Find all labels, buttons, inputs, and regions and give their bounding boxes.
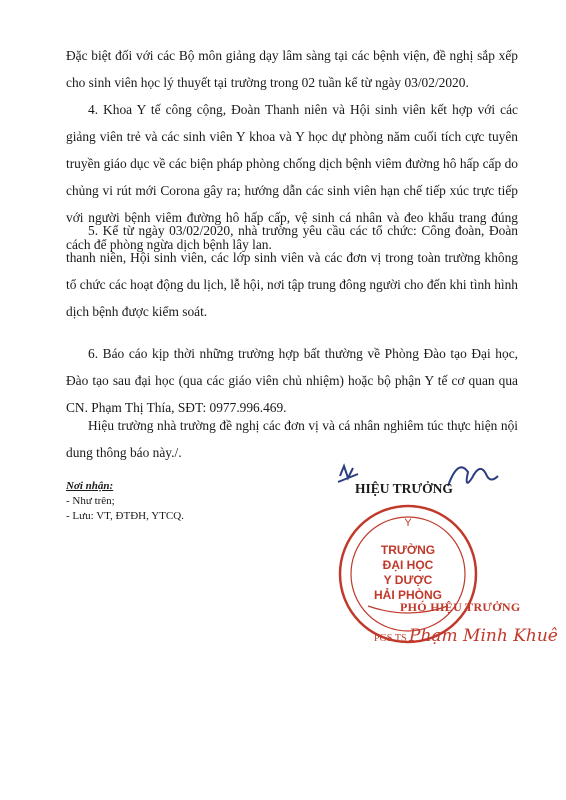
recipients-block	[66, 479, 184, 524]
paragraph-item-6: 6. Báo cáo kịp thời những trường hợp bất thường về Phòng Đào tạo Đại học, Đào tạo sau đại học (qua các giáo viên chủ nhiệm) hoặc bộ phận Y tế cơ quan qua CN. Phạm Thị Thía, SĐT: 0977.996.469.	[66, 346, 518, 415]
signer-name	[374, 626, 558, 646]
svg-text:HẢI PHÒNG: HẢI PHÒNG	[373, 588, 443, 602]
paragraph-item-4: 4. Khoa Y tế công cộng, Đoàn Thanh niên và Hội sinh viên kết hợp với các giảng viên trẻ và các sinh viên Y khoa và Y học dự phòng năm cuối tích cực tuyên truyền giáo dục về các biện pháp phòng chống dịch bệnh viêm đường hô hấp cấp do chủng vi rút mới Corona gây ra; hướng dẫn các sinh viên hạn chế tiếp xúc trực tiếp với người bệnh viêm đường hô hấp cấp, vệ sinh cá nhân và đeo khẩu trang đúng cách để phòng ngừa dịch bệnh lây lan.	[66, 102, 518, 252]
paragraph-item-5: 5. Kể từ ngày 03/02/2020, nhà trường yêu cầu các tổ chức: Công đoàn, Đoàn thanh niên, Hội sinh viên, các lớp sinh viên và các đơn vị trong toàn trường không tổ chức các hoạt động du lịch, lễ hội, nơi tập trung đông người cho đến khi tình hình dịch bệnh được kiểm soát.	[66, 223, 518, 319]
signature-title: HIỆU TRƯỞNG	[355, 481, 453, 496]
deputy-title: PHÓ HIỆU TRƯỞNG	[400, 600, 521, 614]
recipient-item: - Như trên;	[66, 495, 115, 507]
svg-text:Y DƯỢC: Y DƯỢC	[383, 573, 433, 587]
svg-text:ĐẠI HỌC: ĐẠI HỌC	[382, 558, 434, 572]
svg-text:TRƯỜNG: TRƯỜNG	[380, 543, 436, 557]
recipient-item: - Lưu: VT, ĐTĐH, YTCQ.	[66, 510, 184, 522]
stamp-mark: Y	[404, 517, 412, 529]
recipients-title: Nơi nhận:	[66, 480, 114, 492]
signer-degree: PGS.TS	[374, 633, 407, 644]
paragraph-clinical: Đặc biệt đối với các Bộ môn giảng dạy lâm sàng tại các bệnh viện, đề nghị sắp xếp cho sinh viên học lý thuyết tại trường trong 02 tuần kể từ ngày 03/02/2020.	[66, 48, 518, 90]
paragraph-closing: Hiệu trường nhà trường đề nghị các đơn vị và cá nhân nghiêm túc thực hiện nội dung thông báo này./.	[66, 418, 518, 460]
signer-fullname: Phạm Minh Khuê	[409, 626, 558, 646]
